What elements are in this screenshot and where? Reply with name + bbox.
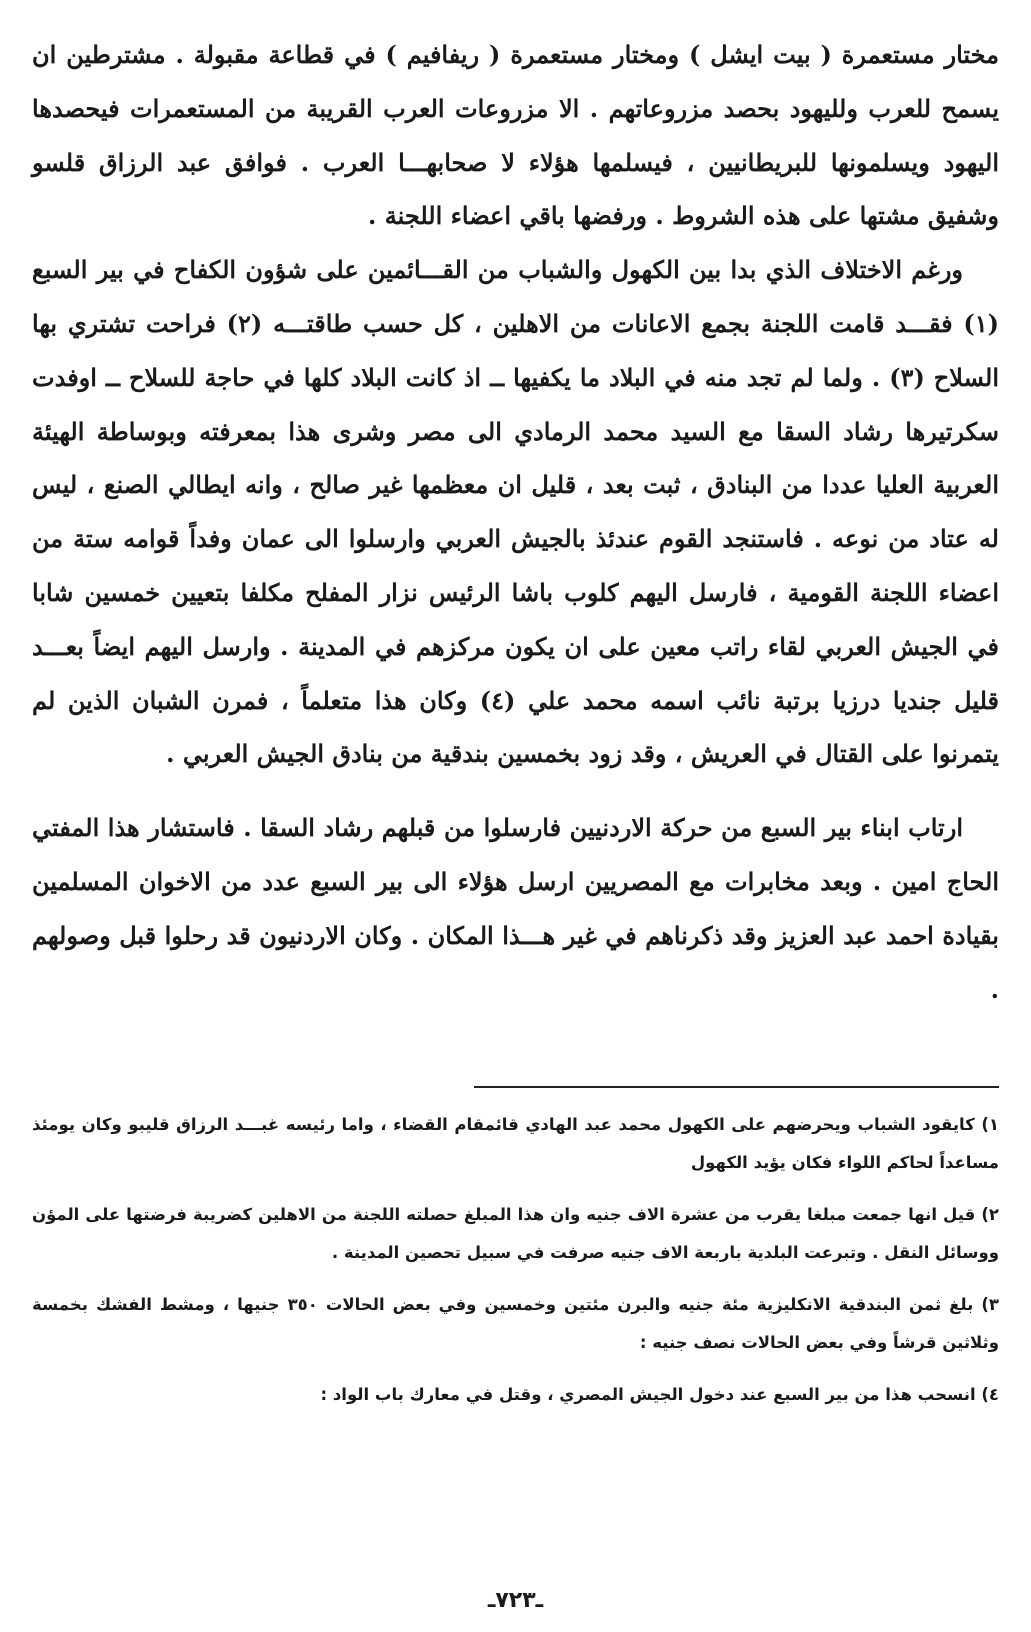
footnote-2: ٢) قيل انها جمعت مبلغا يقرب من عشرة الاف جنيه وان هذا المبلغ حصلته اللجنة من الاهلين كضريبة فرضتها على المؤن ووسائل النقل . وتبرعت البلدية باربعة الاف جنيه صرفت في سبيل تحصين المدينة . xyxy=(32,1205,999,1263)
footnote-4: ٤) انسحب هذا من بير السبع عند دخول الجيش المصري ، وقتل في معارك باب الواد : xyxy=(320,1385,999,1405)
page-number: ـ٧٢٣ـ xyxy=(487,1588,544,1613)
paragraph-2: ورغم الاختلاف الذي بدا بين الكهول والشباب من القـــائمين على شؤون الكفاح في بير السبع (١) فقـــد قامت اللجنة بجمع الاعانات من الاهلين ، كل حسب طاقتـــه (٢) فراحت تشتري بها السلاح (٣) . ولما لم تجد منه في البلاد ما يكفيها ــ اذ كانت البلاد كلها في حاجة للسلاح ــ اوفدت سكرتيرها رشاد السقا مع السيد محمد الرمادي الى مصر وشرى هذا بمعرفته وبوساطة الهيئة العربية العليا عددا من البنادق ، ثبت بعد ، قليل ان معظمها غير صالح ، وانه ايطالي الصنع ، ليس له عتاد من نوعه . فاستنجد القوم عندئذ بالجيش العربي وارسلوا الى عمان وفداً قوامه ستة من اعضاء اللجنة القومية ، فارسل اليهم كلوب باشا الرئيس نزار المفلح مكلفا بتعيين خمسين شابا في الجيش العربي لقاء راتب معين على ان يكون مركزهم في المدينة . وارسل اليهم ايضاً بعـــد قليل جنديا درزيا برتبة نائب اسمه محمد علي (٤) وكان هذا متعلماً ، فمرن الشبان الذين لم يتمرنوا على القتال في العريش ، وقد زود بخمسين بندقية من بنادق الجيش العربي . xyxy=(32,255,999,769)
footnotes xyxy=(32,1106,999,1414)
paragraph-3: ارتاب ابناء بير السبع من حركة الاردنيين فارسلوا من قبلهم رشاد السقا . فاستشار هذا المفتي الحاج امين . وبعد مخابرات مع المصريين ارسل هؤلاء الى بير السبع عدد من الاخوان المسلمين بقيادة احمد عبد العزيز وقد ذكرناهم في غير هـــذا المكان . وكان الاردنيون قد رحلوا قبل وصولهم . xyxy=(32,813,999,1004)
main-text xyxy=(32,28,999,1016)
footnote-1: ١) كايقود الشباب ويحرضهم على الكهول محمد عبد الهادي قائمقام القضاء ، واما رئيسه غبـــد الرزاق قليبو وكان يومئذ مساعداً لحاكم اللواء فكان يؤيد الكهول xyxy=(32,1115,999,1173)
paragraph-1: مختار مستعمرة ( بيت ايشل ) ومختار مستعمرة ( ريفافيم ) في قطاعة مقبولة . مشترطين ان يسمح للعرب ولليهود بحصد مزروعاتهم . الا مزروعات العرب القريبة من المستعمرات فيحصدها اليهود ويسلمونها للبريطانيين ، فيسلمها هؤلاء لا صحابهـــا العرب . فوافق عبد الرزاق قلسو وشفيق مشتها على هذه الشروط . ورفضها باقي اعضاء اللجنة . xyxy=(32,40,999,231)
footnote-3: ٣) بلغ ثمن البندقية الانكليزية مئة جنيه والبرن مئتين وخمسين وفي بعض الحالات ٣٥٠ جنيها ، ومشط الفشك بخمسة وثلاثين قرشاً وفي بعض الحالات نصف جنيه : xyxy=(32,1295,999,1353)
footnote-separator xyxy=(474,1086,999,1088)
